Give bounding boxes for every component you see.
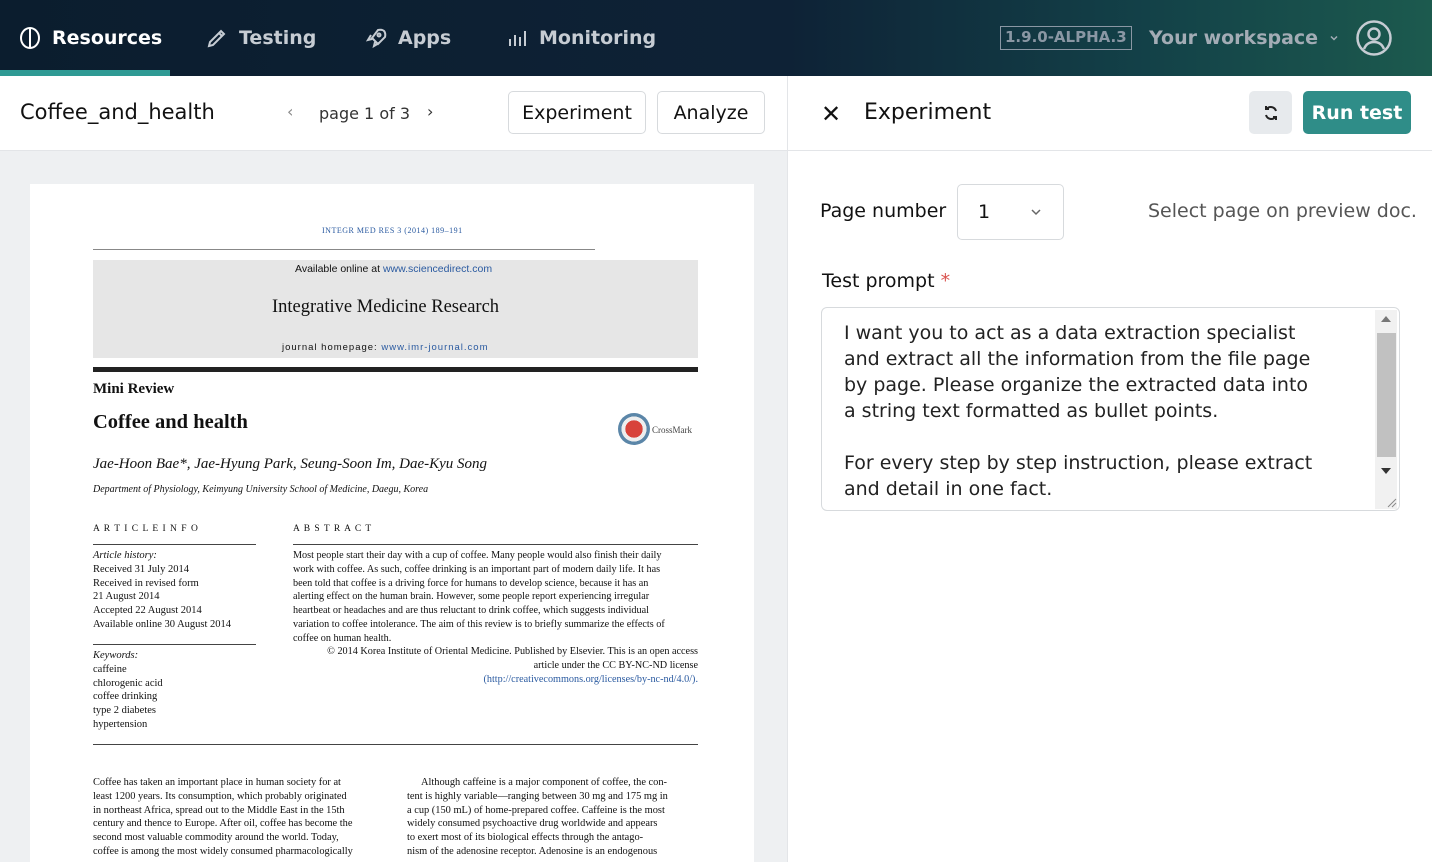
experiment-button[interactable]: Experiment [508, 91, 646, 134]
scrollbar-thumb[interactable] [1377, 333, 1396, 457]
page-number-value: 1 [978, 201, 991, 223]
keyword: type 2 diabetes [93, 705, 156, 717]
body-line: nism of the adenosine receptor. Adenosine is an endogenous [407, 845, 658, 857]
experiment-title: Experiment [864, 100, 992, 125]
divider [293, 544, 698, 545]
document-title: Coffee_and_health [20, 100, 215, 124]
experiment-header [788, 76, 1432, 151]
crossmark-label: CrossMark [652, 425, 692, 435]
running-head: INTEGR MED RES 3 (2014) 189–191 [322, 226, 463, 235]
workspace-label: Your workspace [1149, 27, 1319, 49]
abstract-line: coffee on human health. [293, 632, 392, 644]
bar-chart-icon [505, 26, 529, 50]
divider-thick [93, 367, 698, 372]
keyword: hypertension [93, 718, 148, 730]
body-line: widely consumed psychoactive drug worldwide and appears [407, 818, 658, 830]
nav-resources[interactable] [18, 0, 162, 76]
abstract-line: work with coffee. As such, coffee drinking is an important part of modern daily life. It has [293, 563, 661, 575]
chevron-down-icon [1328, 32, 1340, 44]
chevron-down-icon [1029, 205, 1043, 219]
license-link[interactable]: (http://creativecommons.org/licenses/by-nc-nd/4.0/). [483, 673, 698, 685]
page-number-label: Page number [820, 200, 947, 222]
homepage-prefix: journal homepage: [282, 342, 382, 353]
divider [93, 249, 595, 250]
body-line: Although caffeine is a major component of coffee, the con- [421, 777, 668, 788]
abstract-line: alerting effect on the human brain. However, some people report experiencing irregular [293, 591, 650, 603]
affiliation: Department of Physiology, Keimyung University School of Medicine, Daegu, Korea [93, 484, 429, 495]
test-prompt-label-text: Test prompt [822, 270, 935, 292]
body-line: in northeast Africa, spread out to the Middle East in the 15th [93, 804, 345, 816]
keyword: coffee drinking [93, 691, 158, 703]
document-header [0, 76, 788, 151]
keywords-heading: Keywords: [93, 650, 139, 661]
scroll-up-icon[interactable] [1380, 314, 1392, 324]
run-test-button[interactable]: Run test [1303, 91, 1411, 134]
body-left-column [93, 776, 353, 859]
nav-monitoring-label: Monitoring [539, 27, 657, 49]
sciencedirect-link[interactable]: www.sciencedirect.com [382, 263, 493, 275]
nav-resources-label: Resources [52, 27, 163, 49]
article-type: Mini Review [93, 381, 175, 397]
article-history [93, 549, 231, 632]
test-prompt-label [822, 270, 950, 292]
available-online [295, 263, 492, 275]
required-mark: * [940, 270, 951, 292]
copyright-line: article under the CC BY-NC-ND license [533, 659, 698, 671]
body-line: to exert most of its biological effects through the antago- [407, 832, 644, 844]
page-indicator: page 1 of 3 [319, 104, 410, 123]
keyword: caffeine [93, 663, 127, 675]
test-prompt-textarea[interactable]: I want you to act as a data extraction specialist and extract all the information from the file page by page. Please organize the extracted data into a string text formatted as bullet points. For every step by step instruction, please extract and detail in one fact. [821, 307, 1400, 511]
abstract-line: Most people start their day with a cup of coffee. Many people would also finish their daily [293, 550, 662, 561]
homepage-link[interactable]: www.imr-journal.com [381, 342, 489, 353]
history-line: Accepted 22 August 2014 [93, 605, 202, 617]
keyword: chlorogenic acid [93, 677, 163, 689]
refresh-icon [1262, 104, 1280, 122]
body-line: century and thence to Europe. After oil, coffee has become the [93, 818, 353, 830]
copyright-line: © 2014 Korea Institute of Oriental Medicine. Published by Elsevier. This is an open access [327, 646, 698, 657]
rocket-icon [364, 26, 388, 50]
journal-name: Integrative Medicine Research [272, 297, 500, 317]
nav-testing-label: Testing [239, 27, 317, 49]
history-line: Received in revised form [93, 577, 199, 589]
authors: Jae-Hoon Bae*, Jae-Hyung Park, Seung-Soon Im, Dae-Kyu Song [93, 456, 488, 472]
journal-homepage [282, 342, 489, 353]
page-number-select[interactable] [957, 184, 1064, 240]
nav-apps[interactable] [364, 0, 451, 76]
scroll-down-icon[interactable] [1380, 466, 1392, 476]
crossmark-icon [618, 413, 650, 445]
divider [93, 544, 256, 545]
top-nav [0, 0, 1432, 76]
nav-monitoring[interactable] [505, 0, 656, 76]
history-heading: Article history: [93, 550, 157, 561]
body-line: coffee is among the most widely consumed pharmacologically [93, 845, 353, 857]
keywords [93, 649, 163, 732]
history-line: Received 31 July 2014 [93, 563, 189, 575]
body-line: least 1200 years. Its consumption, which probably originated [93, 790, 347, 802]
page-hint: Select page on preview doc. [1148, 200, 1417, 222]
panel-divider [787, 76, 788, 862]
analyze-button[interactable]: Analyze [657, 91, 765, 134]
pencil-icon [205, 26, 229, 50]
body-line: Coffee has taken an important place in human society for at [93, 777, 341, 788]
prev-page-button[interactable]: ‹ [287, 102, 294, 121]
brain-icon [18, 26, 42, 50]
close-icon[interactable]: ✕ [821, 100, 842, 128]
history-line: Available online 30 August 2014 [93, 618, 232, 630]
article-title: Coffee and health [93, 411, 248, 433]
nav-apps-label: Apps [398, 27, 452, 49]
body-line: a cup (150 mL) of home-prepared coffee. Caffeine is the most [407, 804, 665, 816]
history-line: 21 August 2014 [93, 591, 160, 603]
body-line: tent is highly variable—ranging between 30 mg and 175 mg in [407, 790, 668, 802]
refresh-button[interactable] [1249, 91, 1292, 134]
document-preview[interactable] [0, 151, 788, 862]
available-prefix: Available online at [295, 263, 383, 275]
document-page [30, 184, 754, 862]
divider [93, 744, 698, 745]
abstract-line: heartbeat or headaches and are thus reluctant to drink coffee, which suggests individual [293, 605, 649, 617]
nav-testing[interactable] [205, 0, 316, 76]
abstract-heading: A B S T R A C T [293, 524, 373, 534]
user-avatar-icon[interactable] [1355, 19, 1393, 57]
divider [93, 644, 256, 645]
version-badge: 1.9.0-ALPHA.3 [1000, 26, 1132, 50]
abstract-line: been told that coffee is a driving force for humans to develop science, because it has an [293, 577, 649, 589]
body-line: second most valuable commodity around the world. Today, [93, 832, 339, 844]
resize-handle-icon[interactable] [1386, 497, 1397, 508]
copyright [293, 645, 698, 686]
workspace-selector[interactable] [1149, 0, 1340, 76]
body-right-column [407, 776, 668, 859]
abstract-text [293, 549, 698, 646]
next-page-button[interactable]: › [427, 102, 434, 121]
abstract-line: variation to coffee intolerance. The aim of this review is to briefly summarize the effects of [293, 618, 665, 630]
article-info-heading: A R T I C L E I N F O [93, 524, 199, 534]
